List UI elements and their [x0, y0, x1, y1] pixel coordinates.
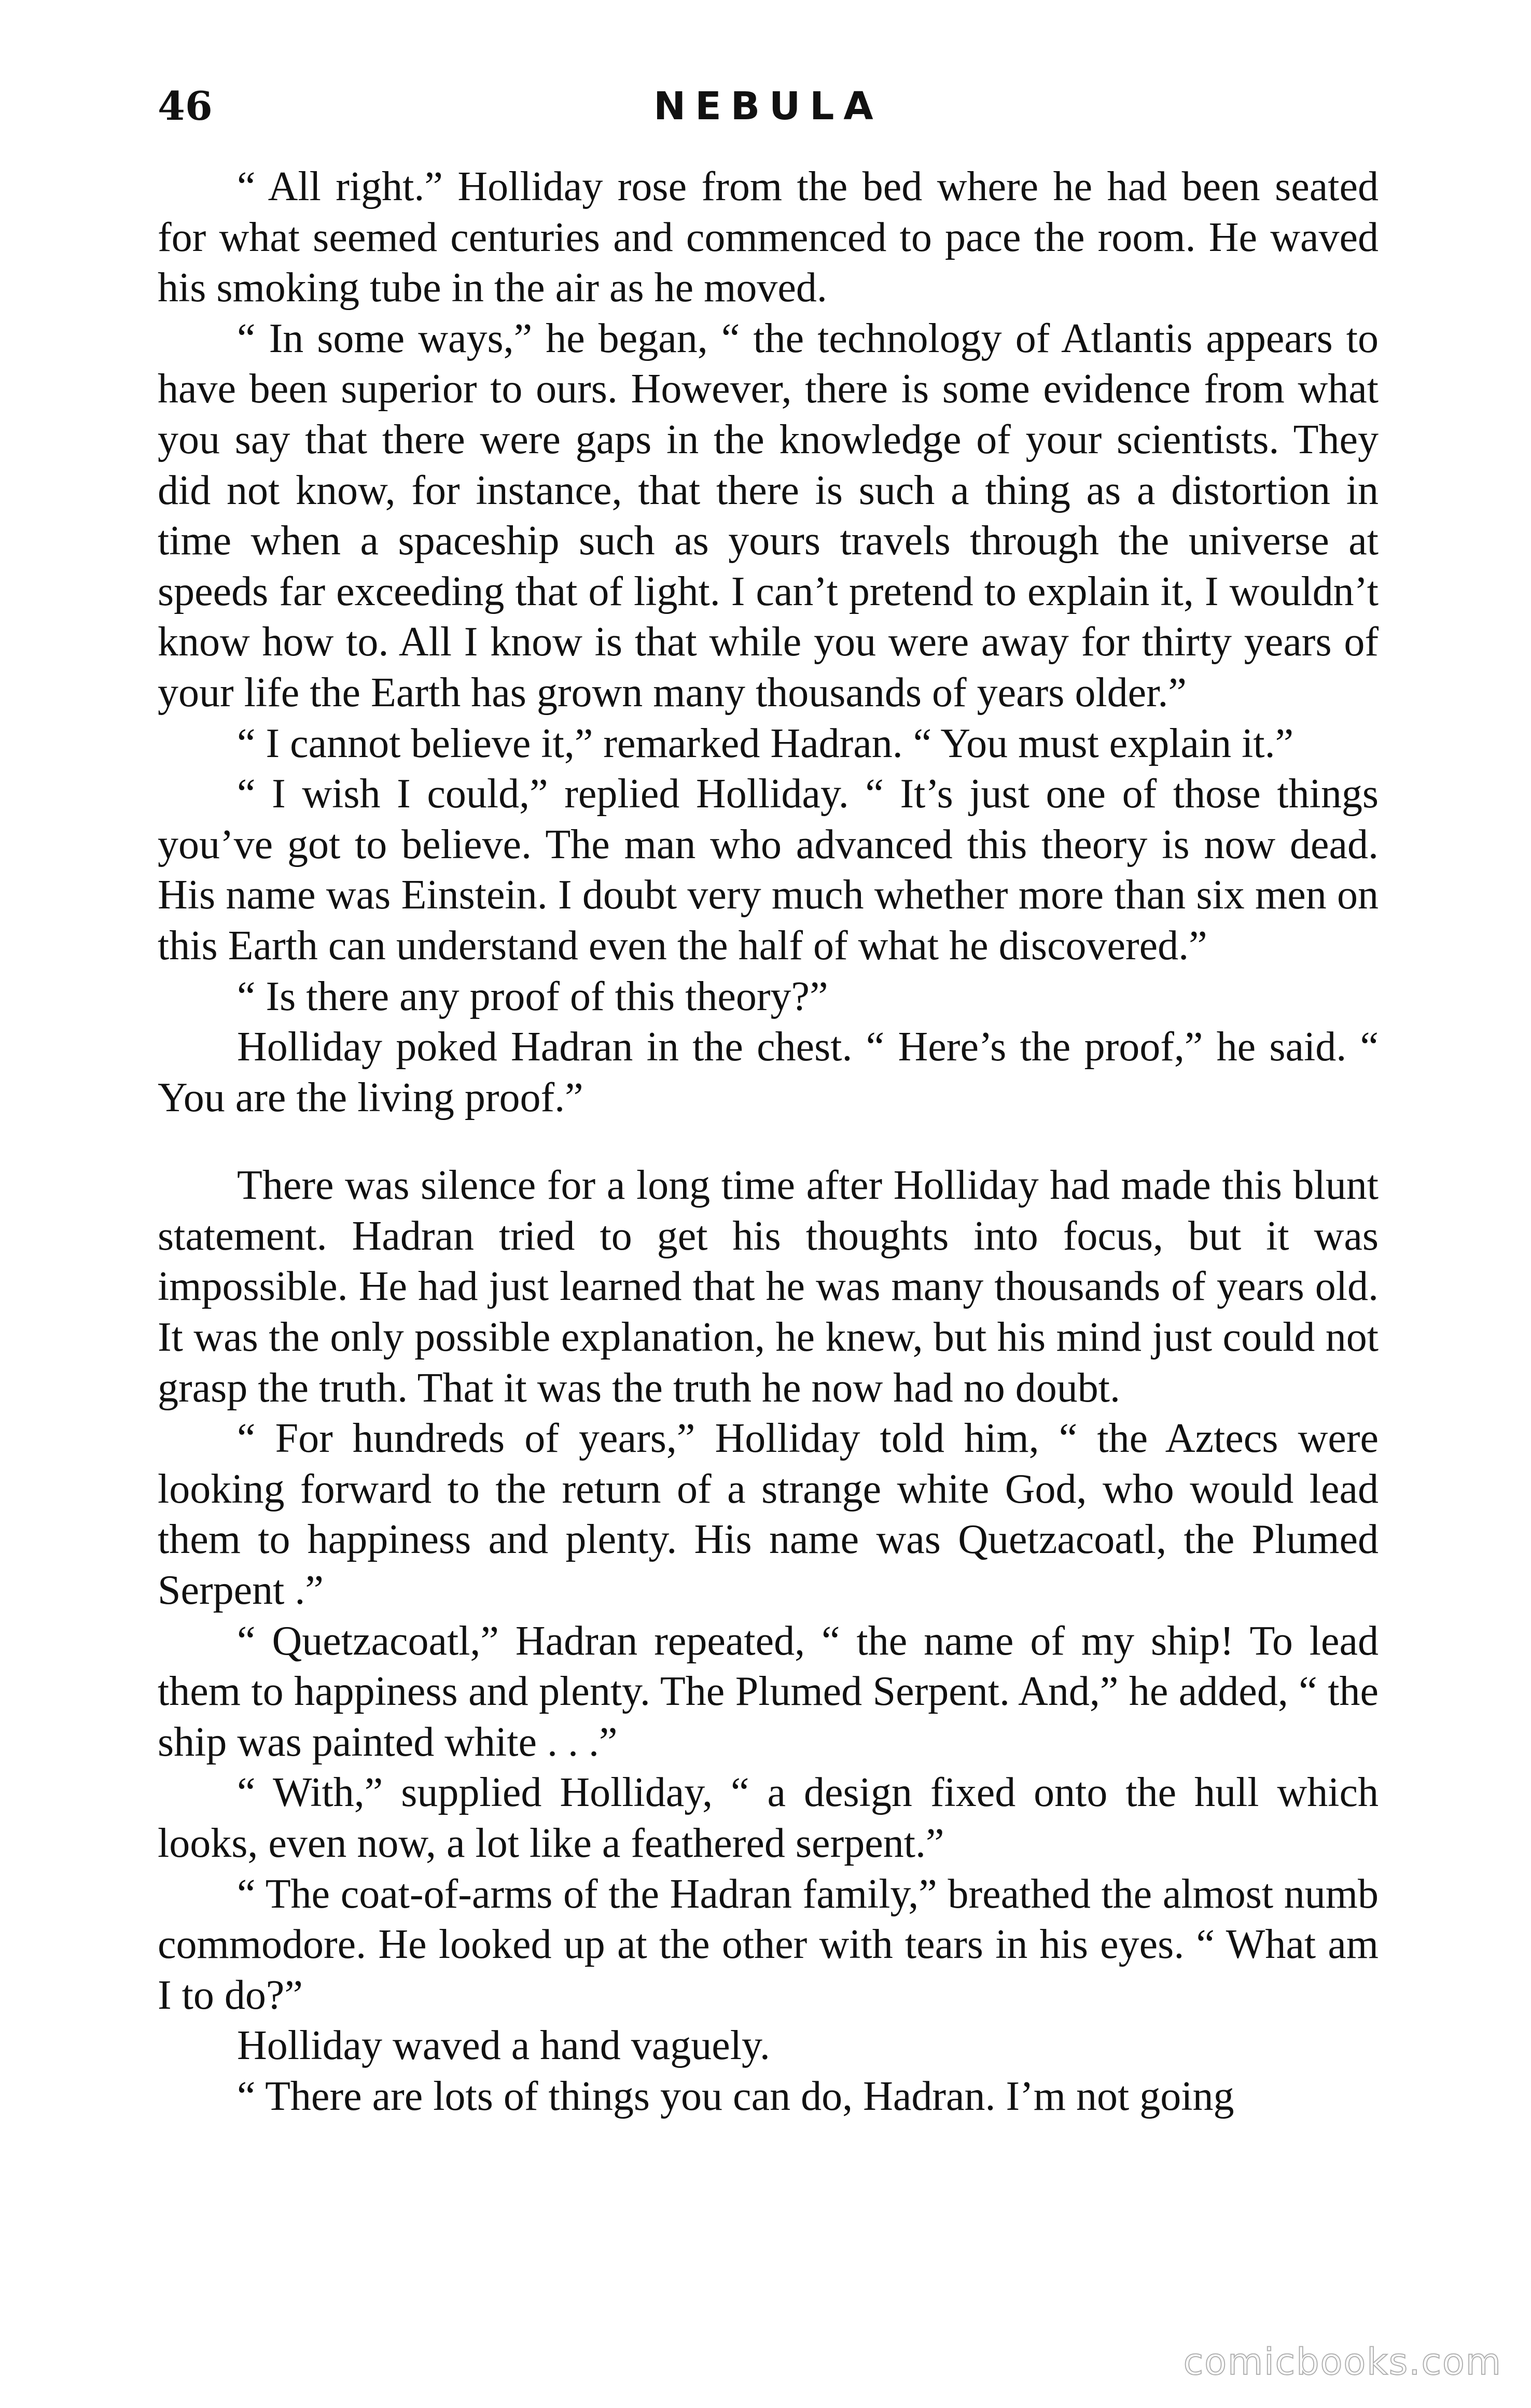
paragraph: “ Is there any proof of this theory?” — [237, 973, 828, 1019]
paragraph: “ The coat-of-arms of the Hadran family,” breathed the almost numb commodore. He looked up at the other with tears in his eyes. “ What am I to do?” — [158, 1871, 1379, 2018]
page-header — [158, 78, 1379, 140]
page-number: 46 — [158, 83, 213, 129]
paragraph: “ With,” supplied Holliday, “ a design fixed onto the hull which looks, even now, a lot like a feathered serpent.” — [158, 1770, 1379, 1866]
paragraph: “ There are lots of things you can do, Hadran. I’m not going — [237, 2073, 1234, 2119]
watermark: comicbooks.com — [1183, 2341, 1502, 2383]
paragraph: “ I wish I could,” replied Holliday. “ It’s just one of those things you’ve got to believe. The man who advanced this theory is now dead. His name was Einstein. I doubt very much whether more than six men on this Earth can understand even the half of what he discovered.” — [158, 771, 1379, 969]
paragraph: “ Quetzacoatl,” Hadran repeated, “ the name of my ship! To lead them to happiness and plenty. The Plumed Serpent. And,” he added, “ the ship was painted white . . .” — [158, 1618, 1379, 1765]
body-text — [158, 162, 1379, 2122]
running-head: NEBULA — [653, 84, 883, 129]
paragraph: “ For hundreds of years,” Holliday told him, “ the Aztecs were looking forward to the return of a strange white God, who would lead them to happiness and plenty. His name was Quetzacoatl, the Plumed Serpent .” — [158, 1416, 1379, 1614]
paragraph: Holliday waved a hand vaguely. — [237, 2023, 770, 2069]
paragraph: “ I cannot believe it,” remarked Hadran. “ You must explain it.” — [237, 720, 1294, 766]
paragraph: “ In some ways,” he began, “ the technology of Atlantis appears to have been superior to ours. However, there is some evidence from what you say that there were gaps in the knowledge of your scientists. They did not know, for instance, that there is such a thing as a distortion in time when a spaceship such as yours travels through the universe at speeds far exceeding that of light. I can’t pretend to explain it, I wouldn’t know how to. All I know is that while you were away for thirty years of your life the Earth has grown many thousands of years older.” — [158, 315, 1379, 716]
paragraph: Holliday poked Hadran in the chest. “ Here’s the proof,” he said. “ You are the living proof.” — [158, 1024, 1379, 1121]
paragraph: There was silence for a long time after Holliday had made this blunt statement. Hadran tried to get his thoughts into focus, but it was impossible. He had just learned that he was many thousands of years old. It was the only possible explanation, he knew, but his mind just could not grasp the truth. That it was the truth he now had no doubt. — [158, 1163, 1379, 1411]
paragraph: “ All right.” Holliday rose from the bed where he had been seated for what seemed centuries and commenced to pace the room. He waved his smoking tube in the air as he moved. — [158, 164, 1379, 311]
